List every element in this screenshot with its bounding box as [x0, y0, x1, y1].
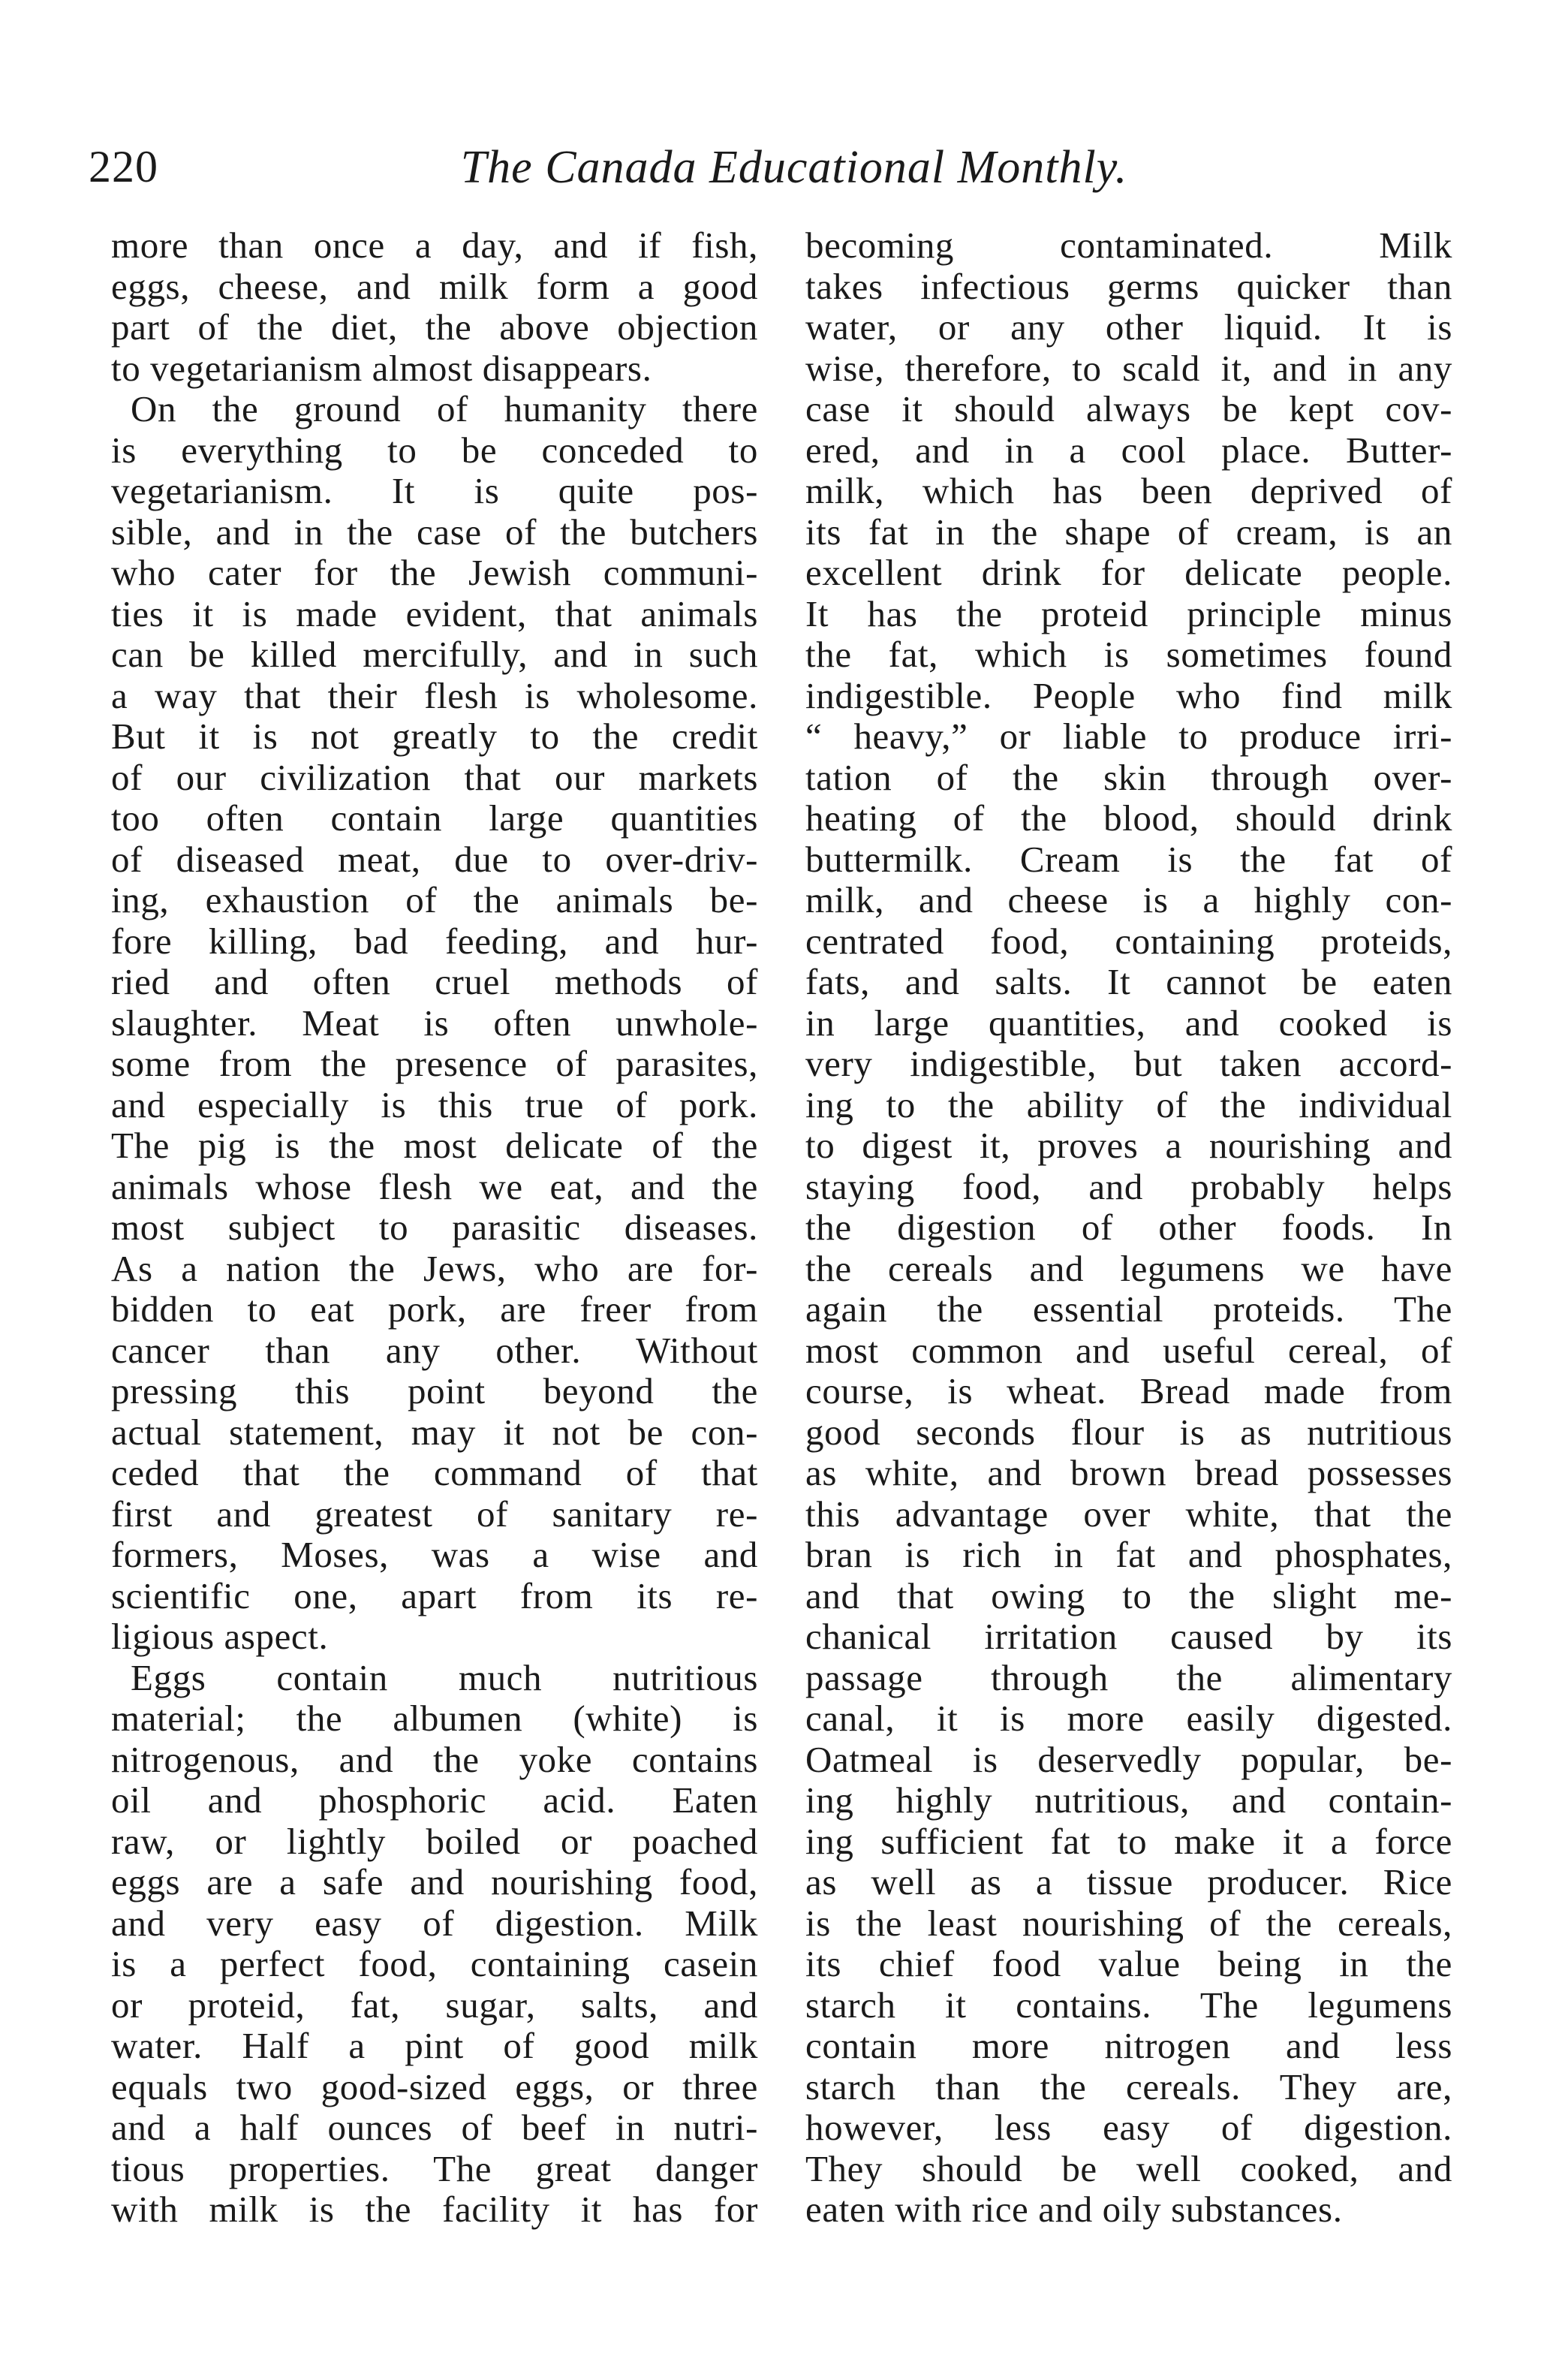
text-line: animals whose flesh we eat, and the — [111, 1166, 758, 1207]
text-line: the cereals and legumens we have — [805, 1248, 1452, 1289]
text-line: On the ground of humanity there — [131, 389, 758, 429]
text-line: the fat, which is sometimes found — [805, 634, 1452, 675]
text-line: eggs, cheese, and milk form a good — [111, 266, 758, 307]
text-line: ligious aspect. — [111, 1616, 329, 1657]
text-line: starch than the cereals. They are, — [805, 2066, 1452, 2107]
text-line: of diseased meat, due to over-driv- — [111, 839, 758, 880]
text-line: and that owing to the slight me- — [805, 1575, 1452, 1616]
text-line: who cater for the Jewish communi- — [111, 553, 758, 593]
text-line: takes infectious germs quicker than — [805, 266, 1452, 307]
text-line: As a nation the Jews, who are for- — [111, 1248, 758, 1289]
text-line: or proteid, fat, sugar, salts, and — [111, 1984, 758, 2026]
text-line: can be killed mercifully, and in such — [111, 634, 758, 675]
text-line: with milk is the facility it has for — [111, 2189, 758, 2230]
text-line: eggs are a safe and nourishing food, — [111, 1862, 758, 1902]
text-line: very indigestible, but taken accord- — [805, 1044, 1452, 1084]
text-line: again the essential proteids. The — [805, 1289, 1452, 1330]
text-line: starch it contains. The legumens — [805, 1984, 1452, 2026]
text-line: nitrogenous, and the yoke contains — [111, 1739, 758, 1780]
text-line: ing, exhaustion of the animals be- — [111, 880, 758, 920]
text-line: most common and useful cereal, of — [805, 1330, 1452, 1371]
text-line: its chief food value being in the — [805, 1944, 1452, 1984]
text-line: milk, and cheese is a highly con- — [805, 880, 1452, 920]
text-line: is everything to be conceded to — [111, 429, 758, 471]
text-line: heating of the blood, should drink — [805, 798, 1452, 839]
text-line: a way that their flesh is wholesome. — [111, 675, 758, 716]
text-line: course, is wheat. Bread made from — [805, 1371, 1452, 1411]
text-line: to digest it, proves a nourishing and — [805, 1125, 1452, 1166]
text-line: cancer than any other. Without — [111, 1330, 758, 1371]
text-line: fore killing, bad feeding, and hur- — [111, 920, 758, 962]
text-line: equals two good-sized eggs, or three — [111, 2066, 758, 2107]
text-line: passage through the alimentary — [805, 1657, 1452, 1698]
text-line: contain more nitrogen and less — [805, 2026, 1452, 2066]
text-line: as white, and brown bread possesses — [805, 1453, 1452, 1493]
page-header — [89, 134, 1500, 209]
text-line: and especially is this true of pork. — [111, 1084, 758, 1125]
text-line: to vegetarianism almost disappears. — [111, 348, 652, 389]
text-line: ceded that the command of that — [111, 1453, 758, 1493]
text-line: Oatmeal is deservedly popular, be- — [805, 1739, 1452, 1780]
text-line: is a perfect food, containing casein — [111, 1944, 758, 1984]
text-line: ered, and in a cool place. Butter- — [805, 429, 1452, 471]
text-line: tation of the skin through over- — [805, 757, 1452, 798]
text-line: actual statement, may it not be con- — [111, 1411, 758, 1453]
text-line: more than once a day, and if fish, — [111, 225, 758, 266]
text-line: material; the albumen (white) is — [111, 1698, 758, 1739]
text-line: its fat in the shape of cream, is an — [805, 511, 1452, 553]
text-line: milk, which has been deprived of — [805, 471, 1452, 511]
page-number: 220 — [89, 142, 158, 191]
text-line: tious properties. The great danger — [111, 2148, 758, 2189]
text-line: is the least nourishing of the cereals, — [805, 1902, 1452, 1944]
text-line: “ heavy,” or liable to produce irri- — [805, 716, 1452, 757]
text-line: scientific one, apart from its re- — [111, 1575, 758, 1616]
text-line: indigestible. People who find milk — [805, 675, 1452, 716]
text-line: ing highly nutritious, and contain- — [805, 1780, 1452, 1821]
text-line: the digestion of other foods. In — [805, 1207, 1452, 1248]
text-line: raw, or lightly boiled or poached — [111, 1821, 758, 1862]
text-line: staying food, and probably helps — [805, 1166, 1452, 1207]
text-line: ties it is made evident, that animals — [111, 593, 758, 634]
text-line: formers, Moses, was a wise and — [111, 1535, 758, 1575]
text-line: ing to the ability of the individual — [805, 1084, 1452, 1125]
text-line: case it should always be kept cov- — [805, 389, 1452, 429]
text-line: as well as a tissue producer. Rice — [805, 1862, 1452, 1902]
text-line: bidden to eat pork, are freer from — [111, 1289, 758, 1330]
text-line: some from the presence of parasites, — [111, 1044, 758, 1084]
text-line: bran is rich in fat and phosphates, — [805, 1535, 1452, 1575]
text-line: ried and often cruel methods of — [111, 962, 758, 1002]
text-line: eaten with rice and oily substances. — [805, 2189, 1343, 2230]
text-line: water, or any other liquid. It is — [805, 307, 1452, 348]
text-line: The pig is the most delicate of the — [111, 1125, 758, 1166]
text-line: good seconds flour is as nutritious — [805, 1411, 1452, 1453]
text-line: part of the diet, the above objection — [111, 307, 758, 348]
text-line: It has the proteid principle minus — [805, 593, 1452, 634]
text-line: Eggs contain much nutritious — [131, 1657, 758, 1698]
text-line: chanical irritation caused by its — [805, 1616, 1452, 1657]
text-line: pressing this point beyond the — [111, 1371, 758, 1411]
text-line: centrated food, containing proteids, — [805, 920, 1452, 962]
text-line: oil and phosphoric acid. Eaten — [111, 1780, 758, 1821]
text-line: this advantage over white, that the — [805, 1493, 1452, 1535]
left-column — [111, 225, 758, 2231]
running-title: The Canada Educational Monthly. — [460, 142, 1128, 193]
text-line: But it is not greatly to the credit — [111, 716, 758, 757]
text-line: too often contain large quantities — [111, 798, 758, 839]
text-line: and very easy of digestion. Milk — [111, 1902, 758, 1944]
text-line: water. Half a pint of good milk — [111, 2026, 758, 2066]
text-line: and a half ounces of beef in nutri- — [111, 2107, 758, 2148]
text-line: excellent drink for delicate people. — [805, 553, 1452, 593]
text-line: vegetarianism. It is quite pos- — [111, 471, 758, 511]
text-line: fats, and salts. It cannot be eaten — [805, 962, 1452, 1002]
text-line: in large quantities, and cooked is — [805, 1002, 1452, 1044]
right-column — [805, 225, 1452, 2231]
text-line: becoming contaminated. Milk — [805, 225, 1452, 266]
text-line: most subject to parasitic diseases. — [111, 1207, 758, 1248]
text-line: ing sufficient fat to make it a force — [805, 1821, 1452, 1862]
text-line: They should be well cooked, and — [805, 2148, 1452, 2189]
text-line: first and greatest of sanitary re- — [111, 1493, 758, 1535]
text-line: buttermilk. Cream is the fat of — [805, 839, 1452, 880]
text-line: of our civilization that our markets — [111, 757, 758, 798]
text-line: wise, therefore, to scald it, and in any — [805, 348, 1452, 389]
text-line: canal, it is more easily digested. — [805, 1698, 1452, 1739]
text-line: slaughter. Meat is often unwhole- — [111, 1002, 758, 1044]
text-line: however, less easy of digestion. — [805, 2107, 1452, 2148]
text-line: sible, and in the case of the butchers — [111, 511, 758, 553]
